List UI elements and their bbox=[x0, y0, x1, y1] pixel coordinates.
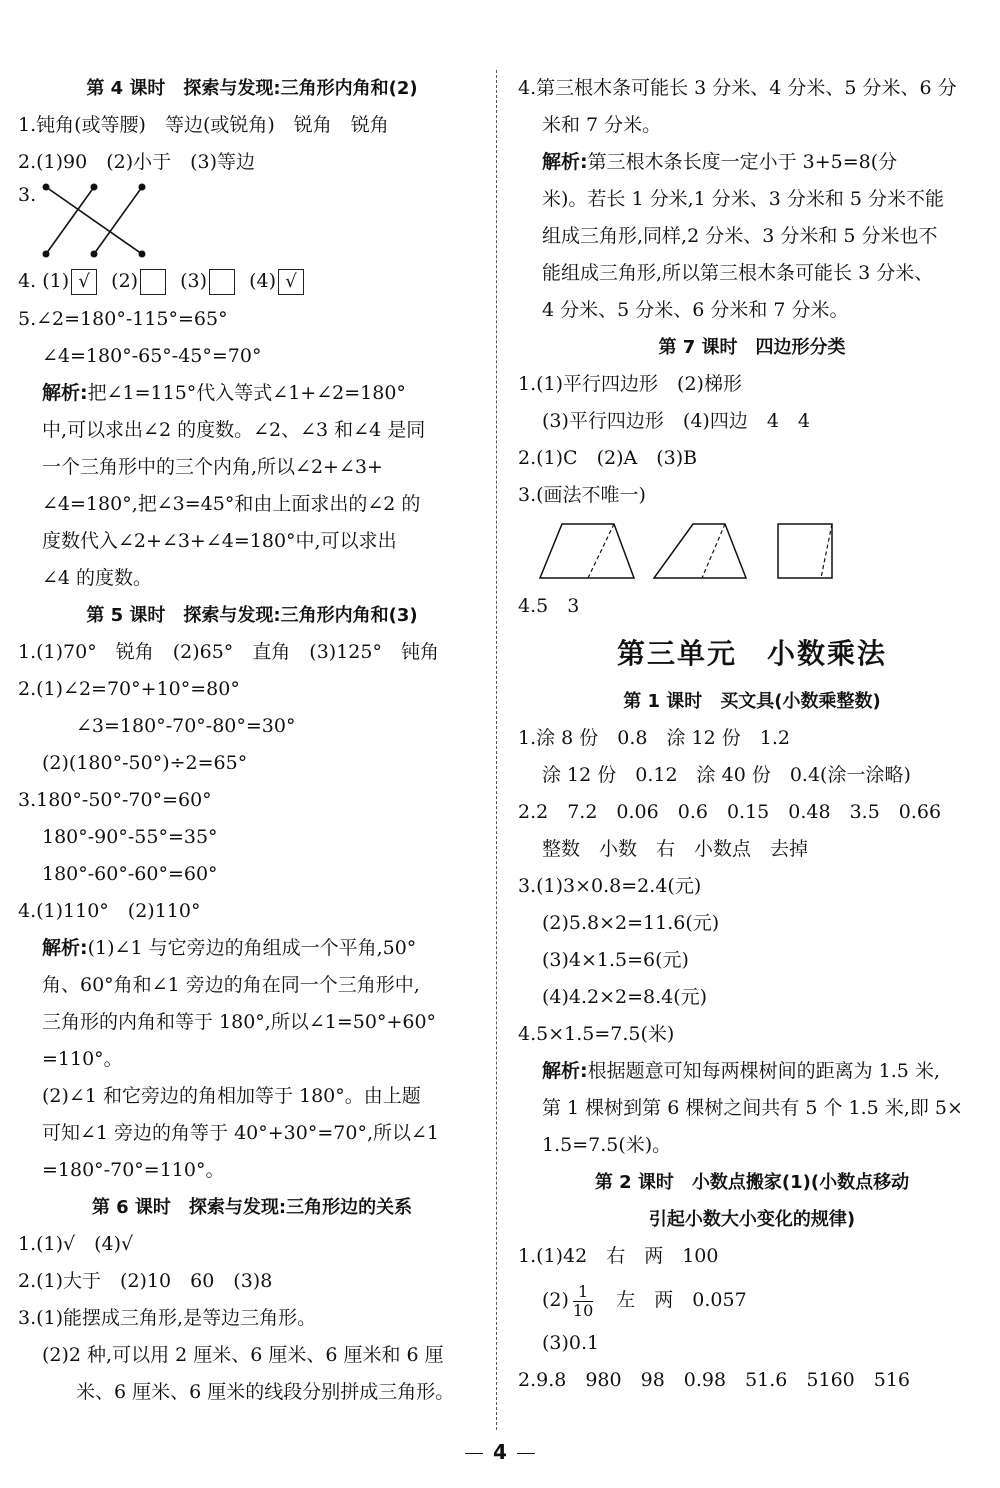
l7-q3: 3.(画法不唯一) bbox=[518, 484, 646, 506]
l4-q5-line-1: 5.∠2=180°-115°=65° bbox=[18, 308, 228, 330]
fraction-denominator: 10 bbox=[572, 1300, 594, 1320]
l5-q3-line-1: 3.180°-50°-70°=60° bbox=[18, 789, 212, 811]
l4-q4 bbox=[18, 261, 486, 301]
analysis-label: 解析: bbox=[542, 151, 588, 173]
l4-analysis-line-6: ∠4 的度数。 bbox=[42, 567, 153, 589]
analysis-label: 解析: bbox=[42, 382, 88, 404]
page-number: 4 bbox=[493, 1440, 507, 1464]
l5-q2-line-3: (2)(180°-50°)÷2=65° bbox=[42, 752, 248, 774]
l6-q4-line-1: 4.第三根木条可能长 3 分米、4 分米、5 分米、6 分 bbox=[518, 77, 957, 99]
l6-analysis-line-5: 4 分米、5 分米、6 分米和 7 分米。 bbox=[542, 299, 849, 321]
l7-q3-figures bbox=[518, 514, 986, 588]
l4-q2: 2.(1)90 (2)小于 (3)等边 bbox=[18, 151, 256, 173]
u3l1-analysis-line-1 bbox=[518, 1053, 986, 1090]
unit-3-title: 第三单元 小数乘法 bbox=[616, 637, 887, 670]
u3l1-q1-line-1: 1.涂 8 份 0.8 涂 12 份 1.2 bbox=[518, 727, 790, 749]
u3-lesson-2-title-line-1: 第 2 课时 小数点搬家(1)(小数点移动 bbox=[594, 1172, 910, 1193]
u3l1-q3-line-2: (2)5.8×2=11.6(元) bbox=[542, 912, 720, 934]
l5-analysis-line-3: 三角形的内角和等于 180°,所以∠1=50°+60° bbox=[42, 1011, 437, 1033]
l5-q1: 1.(1)70° 锐角 (2)65° 直角 (3)125° 钝角 bbox=[18, 641, 439, 663]
u3l1-q1-line-2: 涂 12 份 0.12 涂 40 份 0.4(涂一涂略) bbox=[542, 764, 911, 786]
l6-q3-line-3: 米、6 厘米、6 厘米的线段分别拼成三角形。 bbox=[76, 1381, 455, 1403]
square bbox=[778, 524, 832, 578]
l6-analysis-line-4: 能组成三角形,所以第三根木条可能长 3 分米、 bbox=[542, 262, 934, 284]
u3l1-q3-line-3: (3)4×1.5=6(元) bbox=[542, 949, 689, 971]
l5-q2-line-1: 2.(1)∠2=70°+10°=80° bbox=[18, 678, 240, 700]
l5-q4: 4.(1)110° (2)110° bbox=[18, 900, 201, 922]
right-column bbox=[518, 70, 986, 1399]
l6-analysis-line-2: 米)。若长 1 分米,1 分米、3 分米和 5 分米不能 bbox=[542, 188, 945, 210]
l6-q2: 2.(1)大于 (2)10 60 (3)8 bbox=[18, 1270, 273, 1292]
fraction-one-tenth bbox=[573, 1283, 593, 1320]
l4-q4-item-1-label: (1) bbox=[42, 270, 70, 292]
line-matching-diagram bbox=[38, 181, 178, 261]
l6-q4-line-2: 米和 7 分米。 bbox=[542, 114, 662, 136]
u3l1-analysis-line-2: 第 1 棵树到第 6 棵树之间共有 5 个 1.5 米,即 5× bbox=[542, 1097, 963, 1119]
l4-q1: 1.钝角(或等腰) 等边(或锐角) 锐角 锐角 bbox=[18, 114, 389, 136]
l5-q3-line-3: 180°-60°-60°=60° bbox=[42, 863, 218, 885]
u3l2-q1-line-1: 1.(1)42 右 两 100 bbox=[518, 1245, 719, 1267]
u3l1-analysis-line-3: 1.5=7.5(米)。 bbox=[542, 1134, 672, 1156]
u3l1-q2-line-1: 2.2 7.2 0.06 0.6 0.15 0.48 3.5 0.66 bbox=[518, 801, 942, 823]
u3l2-q1-line-3: (3)0.1 bbox=[542, 1332, 600, 1354]
check-box-4: √ bbox=[278, 269, 304, 295]
l4-q4-item-2-label: (2) bbox=[111, 270, 139, 292]
l6-q1: 1.(1)√ (4)√ bbox=[18, 1233, 134, 1255]
l4-analysis-line-3: 一个三角形中的三个内角,所以∠2+∠3+ bbox=[42, 456, 383, 478]
l4-q5-line-2: ∠4=180°-65°-45°=70° bbox=[42, 345, 262, 367]
analysis-label: 解析: bbox=[542, 1060, 588, 1082]
analysis-text: 把∠1=115°代入等式∠1+∠2=180° bbox=[87, 382, 406, 404]
u3-lesson-2-title-line-2: 引起小数大小变化的规律) bbox=[648, 1209, 856, 1230]
lesson-4-title: 第 4 课时 探索与发现:三角形内角和(2) bbox=[86, 78, 418, 99]
l5-analysis-line-7: =180°-70°=110°。 bbox=[42, 1159, 225, 1181]
footer-dash-left bbox=[465, 1453, 483, 1454]
l4-analysis-line-2: 中,可以求出∠2 的度数。∠2、∠3 和∠4 是同 bbox=[42, 419, 426, 441]
l4-q3-label: 3. bbox=[18, 184, 37, 206]
left-column bbox=[18, 70, 486, 1411]
l5-analysis-line-5: (2)∠1 和它旁边的角相加等于 180°。由上题 bbox=[42, 1085, 421, 1107]
u3l2-q2: 2.9.8 980 98 0.98 51.6 5160 516 bbox=[518, 1369, 911, 1391]
l7-q2: 2.(1)C (2)A (3)B bbox=[518, 447, 698, 469]
l4-q3-figure bbox=[18, 181, 486, 261]
u3l1-q2-line-2: 整数 小数 右 小数点 去掉 bbox=[542, 838, 809, 860]
u3l1-q3-line-4: (4)4.2×2=8.4(元) bbox=[542, 986, 708, 1008]
page-number-footer bbox=[0, 1440, 1000, 1464]
check-box-2 bbox=[140, 269, 166, 295]
check-box-1: √ bbox=[71, 269, 97, 295]
analysis-text: 根据题意可知每两棵树间的距离为 1.5 米, bbox=[587, 1060, 940, 1082]
l5-analysis-line-4: =110°。 bbox=[42, 1048, 123, 1070]
l5-analysis-line-2: 角、60°角和∠1 旁边的角在同一个三角形中, bbox=[42, 974, 420, 996]
l4-analysis-line-1 bbox=[18, 375, 486, 412]
l7-q4: 4.5 3 bbox=[518, 595, 580, 617]
u3l1-q3-line-1: 3.(1)3×0.8=2.4(元) bbox=[518, 875, 702, 897]
l4-q4-number: 4. bbox=[18, 270, 37, 292]
l5-analysis-line-6: 可知∠1 旁边的角等于 40°+30°=70°,所以∠1 bbox=[42, 1122, 440, 1144]
trapezoid-2 bbox=[654, 524, 746, 578]
l5-analysis-line-1 bbox=[18, 930, 486, 967]
u3-lesson-1-title: 第 1 课时 买文具(小数乘整数) bbox=[623, 691, 881, 712]
u3l2-q1-line-2 bbox=[518, 1275, 986, 1325]
l7-q1-line-2: (3)平行四边形 (4)四边 4 4 bbox=[542, 410, 811, 432]
lesson-7-title: 第 7 课时 四边形分类 bbox=[658, 337, 846, 358]
lesson-5-title: 第 5 课时 探索与发现:三角形内角和(3) bbox=[86, 605, 418, 626]
quadrilateral-drawings bbox=[538, 518, 868, 584]
analysis-text: 第三根木条长度一定小于 3+5=8(分 bbox=[587, 151, 898, 173]
fraction-numerator: 1 bbox=[573, 1283, 593, 1302]
u3l1-q4: 4.5×1.5=7.5(米) bbox=[518, 1023, 675, 1045]
lesson-6-title: 第 6 课时 探索与发现:三角形边的关系 bbox=[91, 1197, 413, 1218]
l6-q3-line-2: (2)2 种,可以用 2 厘米、6 厘米、6 厘米和 6 厘 bbox=[42, 1344, 444, 1366]
analysis-text: (1)∠1 与它旁边的角组成一个平角,50° bbox=[87, 937, 417, 959]
l6-analysis-line-1 bbox=[518, 144, 986, 181]
l4-q4-item-3-label: (3) bbox=[180, 270, 208, 292]
l4-analysis-line-4: ∠4=180°,把∠3=45°和由上面求出的∠2 的 bbox=[42, 493, 421, 515]
l4-q4-item-4-label: (4) bbox=[249, 270, 277, 292]
column-divider bbox=[496, 70, 497, 1430]
l5-q3-line-2: 180°-90°-55°=35° bbox=[42, 826, 218, 848]
l5-q2-line-2: ∠3=180°-70°-80°=30° bbox=[76, 715, 296, 737]
analysis-label: 解析: bbox=[42, 937, 88, 959]
check-box-3 bbox=[209, 269, 235, 295]
l7-q1-line-1: 1.(1)平行四边形 (2)梯形 bbox=[518, 373, 742, 395]
u3l2-q1-part2-label: (2) bbox=[542, 1289, 569, 1311]
u3l2-q1-part2-rest: 左 两 0.057 bbox=[597, 1289, 747, 1311]
l6-q3-line-1: 3.(1)能摆成三角形,是等边三角形。 bbox=[18, 1307, 317, 1329]
l6-analysis-line-3: 组成三角形,同样,2 分米、3 分米和 5 分米也不 bbox=[542, 225, 938, 247]
l4-analysis-line-5: 度数代入∠2+∠3+∠4=180°中,可以求出 bbox=[42, 530, 397, 552]
trapezoid-1 bbox=[540, 524, 634, 578]
footer-dash-right bbox=[517, 1453, 535, 1454]
